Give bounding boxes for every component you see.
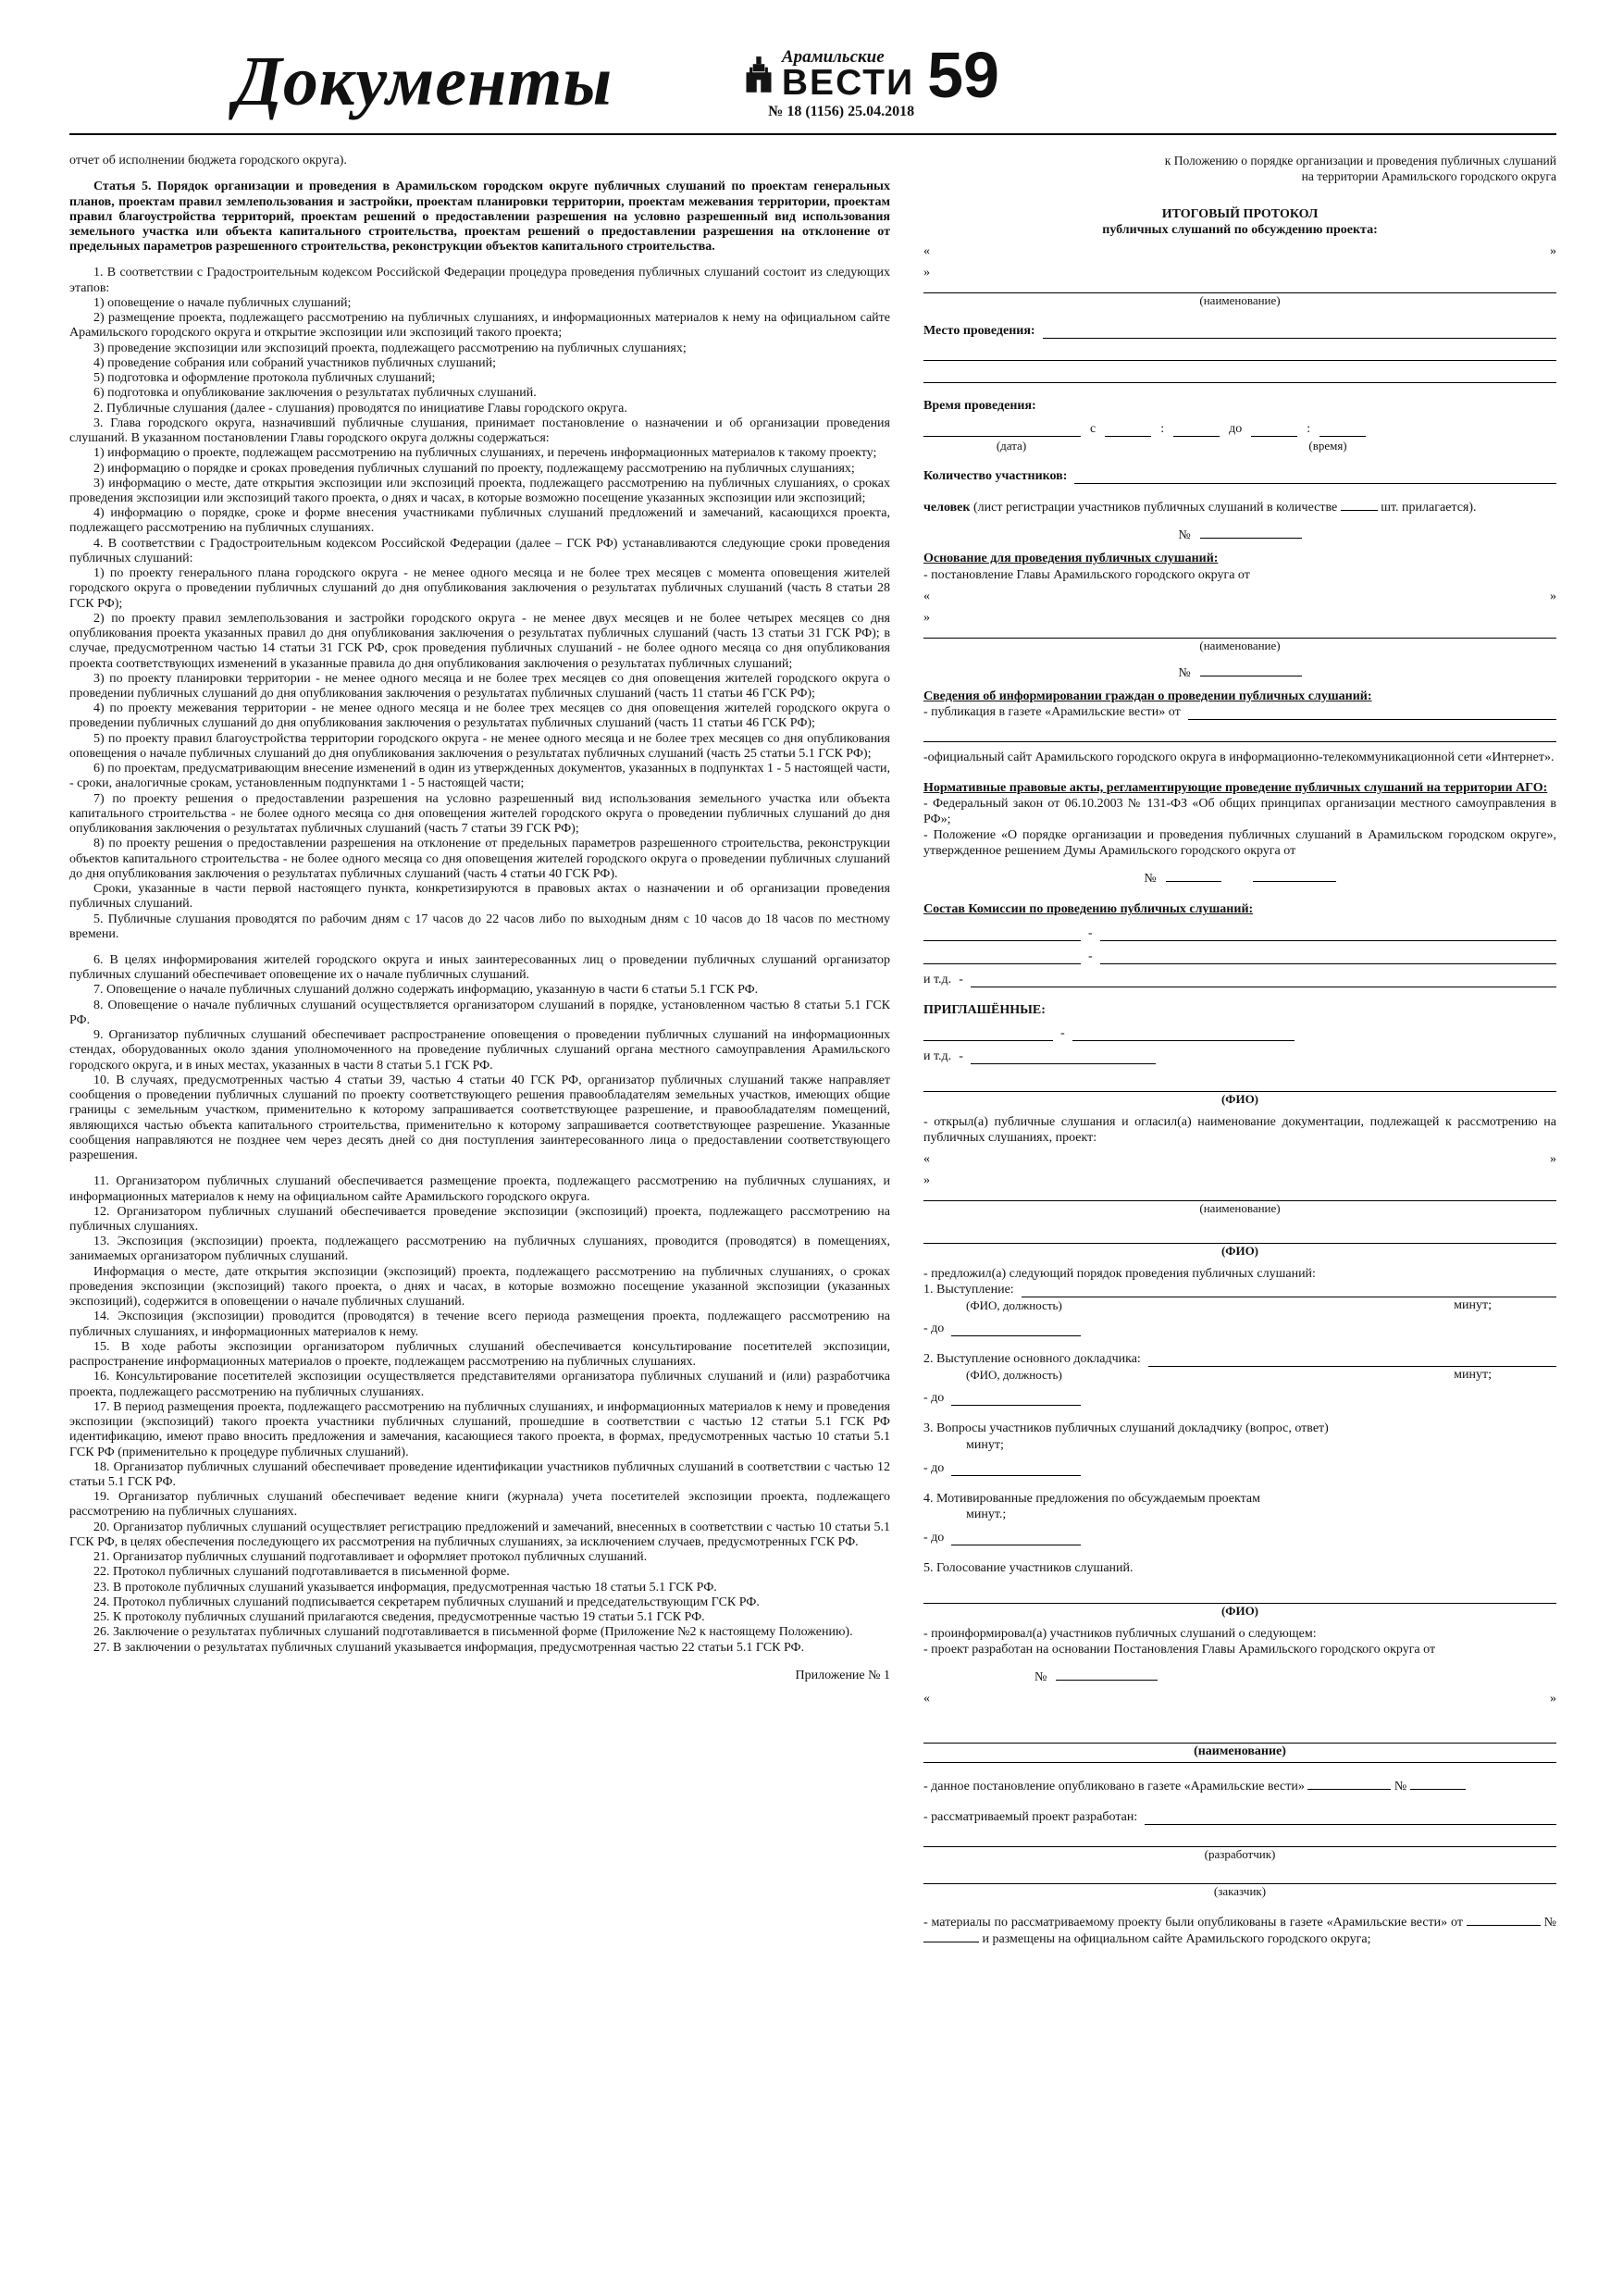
paragraph: 4) по проекту межевания территории - не менее одного месяца и не более трех месяцев со дня оповещения жителей городского округа о проведении публичных слушаний до дня опубликования заключения о результатах публичных слушаний (часть 11 статьи 46 ГСК РФ);: [69, 701, 890, 731]
protocol-form-column: [923, 154, 1556, 1947]
paragraph: 18. Организатор публичных слушаний обеспечивает проведение идентификации участников публичных слушаний в соответствии с частью 12 статьи 5.1 ГСК РФ.: [69, 1459, 890, 1489]
paragraph: 6) по проектам, предусматривающим внесение изменений в один из утвержденных документов, указанных в подпунктах 1 - 5 настоящей части, - сроки, аналогичные срокам, установленным подпунктами 1 - 5 настоящей части;: [69, 762, 890, 791]
agenda-2-caption-row: [923, 1367, 1556, 1383]
persons-note-tail: шт. прилагается).: [1381, 501, 1477, 515]
agenda-item-4: 4. Мотивированные предложения по обсуждаемым проектам: [923, 1491, 1260, 1506]
agenda-1-until-row: [923, 1321, 1556, 1336]
paragraph: 17. В период размещения проекта, подлежащего рассмотрению на публичных слушаниях, и информационных материалов к нему и проведения экспозиции (экспозиций) такого проекта участники публичных слушаний, прошедшие в соответствии с частью 12 статьи 5.1 ГСК РФ идентификацию, имеют право вносить предложения и замечания, касающиеся такого проекта, в формах, предусмотренных частью 10 статьи 5.1 ГСК РФ (применительно к процедуре публичных слушаний).: [69, 1399, 890, 1459]
until-label: - до: [923, 1530, 945, 1545]
crest-icon: [742, 54, 775, 94]
fio-position-caption: (ФИО, должность): [966, 1368, 1062, 1383]
dash: -: [1088, 925, 1093, 940]
published-text: [923, 1778, 1556, 1794]
agenda-item-1: [923, 1282, 1556, 1297]
number-sign: №: [1178, 528, 1191, 543]
section-title: Документы: [234, 43, 613, 120]
close-quote: »: [1550, 1692, 1556, 1706]
commission-row: [923, 949, 1556, 964]
until-label: - до: [923, 1322, 945, 1336]
close-quote: »: [923, 266, 930, 280]
paragraph: 8. Оповещение о начале публичных слушаний осуществляется организатором слушаний в порядке, установленном частью 8 статьи 5.1 ГСК РФ.: [69, 998, 890, 1027]
dash: -: [959, 972, 963, 987]
newspaper-logo: [742, 47, 915, 103]
materials-number-blank: [923, 1930, 979, 1942]
number-blank: [1166, 870, 1221, 882]
until-label: - до: [923, 1391, 945, 1406]
invited-role-blank: [971, 1052, 1156, 1064]
etc-label: и т.д.: [923, 972, 952, 987]
close-quote: »: [1550, 589, 1556, 603]
agenda-3-minutes: минут;: [966, 1437, 1004, 1452]
persons-word: человек: [923, 501, 971, 515]
paragraph: 9. Организатор публичных слушаний обеспечивает распространение оповещения о проведении публичных слушаний на информационных стендах, оборудованных около здания уполномоченного на проведение публичных слушаний органа местного самоуправления Арамильского городского округа, и в иных местах, указанных в части 8 статьи 5.1 ГСК РФ.: [69, 1028, 890, 1073]
informing-heading: Сведения об информировании граждан о проведении публичных слушаний:: [923, 689, 1372, 703]
paragraph: 14. Экспозиция (экспозиции) проводится (проводятся) в течение всего периода размещения проекта, подлежащего рассмотрению на публичных слушаниях, и информационных материалов к нему.: [69, 1309, 890, 1339]
invited-name-blank: [923, 1029, 1053, 1041]
place-blank-line: [923, 348, 1556, 361]
dash: -: [1060, 1025, 1065, 1040]
until-blank: [951, 1533, 1081, 1545]
time-row: [923, 421, 1556, 437]
opened-quote-row: [923, 1151, 1556, 1167]
opened-name-blank: [923, 1188, 1556, 1201]
invited-row: [923, 1025, 1556, 1041]
informing-item2: -официальный сайт Арамильского городского округа в информационно-телекоммуникационной сети «Интернет».: [923, 750, 1555, 764]
agenda-item-3: 3. Вопросы участников публичных слушаний докладчику (вопрос, ответ): [923, 1421, 1329, 1436]
publication-date-blank: [1188, 708, 1556, 720]
paragraph: 7) по проекту решения о предоставлении разрешения на условно разрешенный вид использования земельного участка или объекта капитального строительства - не более одного месяца со дня оповещения жителей городского округа о проведении публичных слушаний до дня опубликования заключения о результатах публичных слушаний (часть 7 статьи 39 ГСК РФ);: [69, 791, 890, 837]
resolution-quote-row: [923, 1691, 1556, 1706]
brand-name-top: Арамильские: [781, 47, 885, 67]
basis-item: - постановление Главы Арамильского городского округа от: [923, 567, 1250, 582]
number-sign: №: [1178, 665, 1191, 680]
paragraph: 15. В ходе работы экспозиции организатором публичных слушаний обеспечивается консультирование посетителей экспозиции, распространение информационных материалов о проекте, подлежащем рассмотрению на публичных слушаниях.: [69, 1339, 890, 1370]
participants-note: [923, 499, 1556, 515]
time-label: Время проведения:: [923, 399, 1036, 414]
date-caption: (дата): [996, 439, 1027, 453]
informing-item1: - публикация в газете «Арамильские вести» от: [923, 704, 1181, 719]
commission-heading: Состав Комиссии по проведению публичных слушаний:: [923, 902, 1254, 917]
member-role-blank: [1100, 952, 1556, 964]
count-blank: [1341, 499, 1378, 511]
name-caption: (наименование): [1199, 638, 1281, 652]
place-label: Место проведения:: [923, 324, 1035, 339]
agenda-item-2: [923, 1351, 1556, 1367]
paragraph: 5) по проекту правил благоустройства территории городского округа - не менее одного месяца и не более трех месяцев со дня опубликования оповещения о начале публичных слушаний до дня опубликования заключения о результатах публичных слушаний (часть 25 статьи 5.1 ГСК РФ);: [69, 731, 890, 761]
close-quote: »: [1550, 244, 1556, 259]
member-name-blank: [923, 929, 1081, 941]
paragraph: 3) проведение экспозиции или экспозиций проекта, подлежащего рассмотрению на публичных слушаниях;: [93, 341, 687, 355]
dash: -: [1088, 949, 1093, 963]
project-name-blank: [923, 280, 1556, 293]
open-quote: «: [923, 244, 930, 259]
materials-tail: и размещены на официальном сайте Арамильского городского округа;: [982, 1932, 1371, 1947]
page-number: 59: [927, 39, 999, 111]
until-blank: [951, 1324, 1081, 1336]
acts-heading: Нормативные правовые акты, регламентирующие проведение публичных слушаний на территории АГО:: [923, 780, 1548, 795]
project-basis-text: - проект разработан на основании Постановления Главы Арамильского городского округа от: [923, 1642, 1436, 1657]
paragraph: 13. Экспозиция (экспозиции) проекта, подлежащего рассмотрению на публичных слушаниях, проводится (проводятся) в помещениях, занимаемых организатором публичных слушаний.: [69, 1235, 890, 1264]
invited-etc-row: [923, 1049, 1556, 1064]
informed-text: - проинформировал(а) участников публичных слушаний о следующем:: [923, 1626, 1317, 1641]
name-caption: (наименование): [1194, 1744, 1286, 1759]
masthead-divider: [69, 133, 1556, 135]
number-blank: [1056, 1669, 1158, 1681]
paragraph: 1) оповещение о начале публичных слушаний;: [93, 295, 352, 310]
commission-row: [923, 925, 1556, 941]
until-label: - до: [923, 1460, 945, 1475]
opened-quote-row2: [923, 1173, 1556, 1188]
published-lead: - данное постановление опубликовано в газете «Арамильские вести»: [923, 1780, 1305, 1794]
reviewed-row: [923, 1809, 1556, 1825]
paragraph: Информация о месте, дате открытия экспозиции (экспозиций) проекта, подлежащего рассмотрению на публичных слушаниях, о сроках проведения экспозиции (экспозиций) такого проекта, о днях и часах, в которые возможно посещение указанной экспозиции (указанных экспозиций), содержится в оповещении о начале публичных слушаний.: [69, 1264, 890, 1309]
number-row: [923, 527, 1556, 543]
open-quote: «: [923, 589, 930, 603]
open-quote: «: [923, 1152, 930, 1166]
fio-caption: (ФИО): [1220, 1091, 1259, 1106]
paragraph: отчет об исполнении бюджета городского округа).: [69, 154, 347, 168]
participants-blank: [1074, 472, 1556, 484]
materials-text: [923, 1914, 1556, 1947]
minutes-label: минут;: [1454, 1298, 1492, 1313]
paragraph: 16. Консультирование посетителей экспозиции осуществляется представителями организатора публичных слушаний и (или) разработчика проекта, подлежащего рассмотрению на публичных слушаниях.: [69, 1370, 890, 1399]
customer-blank-line: [923, 1871, 1556, 1884]
paragraph: Сроки, указанные в части первой настоящего пункта, конкретизируются в правовых актах о назначении и об организации проведения публичных слушаний.: [69, 882, 890, 912]
speaker-blank: [1148, 1355, 1556, 1367]
developer-blank-line: [923, 1834, 1556, 1847]
date-blank: [1253, 870, 1336, 882]
paragraph: 3) информацию о месте, дате открытия экспозиции или экспозиций проекта, подлежащего рассмотрению на публичных слушаниях, о сроках проведения экспозиции или экспозиций такого проекта, о днях и часах, в которые возможно посещение указанных экспозиции или экспозиций;: [69, 476, 890, 505]
dash: -: [959, 1049, 963, 1063]
paragraph: 1) информацию о проекте, подлежащем рассмотрению на публичных слушаниях, и перечень информационных материалов к такому проекту;: [93, 446, 877, 461]
invited-role-blank: [1072, 1029, 1295, 1041]
member-role-blank: [971, 975, 1556, 987]
informing-blank-line: [923, 729, 1556, 742]
agenda-1-caption-row: [923, 1297, 1556, 1313]
masthead: [69, 39, 999, 120]
published-date-blank: [1307, 1778, 1391, 1790]
paragraph: 4) проведение собрания или собраний участников публичных слушаний;: [93, 355, 497, 370]
number-blank: [1200, 664, 1302, 676]
agenda-3-until-row: [923, 1460, 1556, 1476]
published-number-blank: [1410, 1778, 1466, 1790]
until-blank: [951, 1464, 1081, 1476]
paragraph: 2) по проекту правил землепользования и застройки городского округа - не менее двух месяцев и не более четырех месяцев со дня опубликования проекта указанных правил до дня опубликования заключения о результатах публичных слушаний (часть 13 статьи 31 ГСК РФ); в случае, предусмотренном частью 14 статьи 31 ГСК РФ, срок проведения публичных слушаний - не более одного месяца со дня опубликования проекта соответствующих изменений в указанные правила до дня опубликования заключения о результатах публичных слушаний;: [69, 611, 890, 671]
member-name-blank: [923, 952, 1081, 964]
paragraph: Приложение № 1: [795, 1668, 890, 1682]
basis-name-blank: [923, 626, 1556, 639]
paragraph: 1) по проекту генерального плана городского округа - не менее одного месяца и не более трех месяцев с момента оповещения жителей городского округа о проведении публичных слушаний до дня опубликования заключения о результатах публичных слушаний (часть 8 статьи 28 ГСК РФ);: [69, 566, 890, 611]
agenda-1-label: 1. Выступление:: [923, 1282, 1014, 1297]
paragraph: 19. Организатор публичных слушаний обеспечивает ведение книги (журнала) учета посетителей экспозиции проекта, подлежащего рассмотрению на публичных слушаниях.: [69, 1490, 890, 1520]
brand-name-bottom: ВЕСТИ: [781, 63, 915, 103]
paragraph: 6) подготовка и опубликование заключения о результатах публичных слушаний.: [93, 386, 537, 401]
paragraph: 5. Публичные слушания проводятся по рабочим дням с 17 часов до 22 часов либо по выходным дням с 10 часов до 18 часов по местному времени.: [69, 912, 890, 941]
fio-caption: (ФИО): [1220, 1603, 1259, 1618]
minutes-label: минут;: [1454, 1368, 1492, 1383]
paragraph: 2) информацию о порядке и сроках проведения публичных слушаний по проекту, подлежащему рассмотрению на публичных слушаниях;: [93, 461, 855, 476]
paragraph: 26. Заключение о результатах публичных слушаний подготавливается в письменной форме (Приложение №2 к настоящему Положению).: [93, 1625, 853, 1640]
number-sign: №: [1543, 1916, 1557, 1930]
paragraph: 22. Протокол публичных слушаний подготавливается в письменной форме.: [93, 1565, 510, 1580]
acts-item2: - Положение «О порядке организации и проведения публичных слушаний в Арамильском городском округе», утвержденное решением Думы Арамильского городского округа от: [923, 828, 1556, 859]
hour-blank: [1251, 425, 1297, 437]
form-reference-note: к Положению о порядке организации и проведения публичных слушаний на территории Арамильского городского округа: [1164, 154, 1556, 183]
article-column: [69, 154, 890, 1683]
paragraph: 5) подготовка и оформление протокола публичных слушаний;: [93, 371, 436, 386]
number-row: [923, 1669, 1556, 1685]
colon: :: [1160, 422, 1165, 437]
form-subtitle: публичных слушаний по обсуждению проекта:: [1102, 223, 1378, 238]
until-blank: [951, 1394, 1081, 1406]
paragraph: 20. Организатор публичных слушаний осуществляет регистрацию предложений и замечаний, внесенных в соответствии с частью 10 статьи 5.1 ГСК РФ, в целях обеспечения последующего их рассмотрения на публичных слушаниях, за исключением случаев, предусмотренных ГСК РФ.: [69, 1520, 890, 1549]
hour-blank: [1105, 425, 1151, 437]
acts-item1: - Федеральный закон от 06.10.2003 № 131-ФЗ «Об общих принципах организации местного самоуправления в РФ»;: [923, 797, 1556, 827]
paragraph: 2. Публичные слушания (далее - слушания) проводятся по инициативе Главы городского округа.: [93, 401, 627, 416]
persons-note-text: (лист регистрации участников публичных слушаний в количестве: [973, 501, 1338, 515]
paragraph: 25. К протоколу публичных слушаний прилагаются сведения, предусмотренные частью 19 статьи 5.1 ГСК РФ.: [93, 1610, 705, 1625]
project-name-quote-row2: [923, 265, 1556, 280]
close-quote: »: [1550, 1152, 1556, 1166]
fio-caption: (ФИО): [1220, 1244, 1259, 1259]
colon: :: [1307, 422, 1311, 437]
resolution-name-blank: [923, 1731, 1556, 1744]
reviewed-label: - рассматриваемый проект разработан:: [923, 1810, 1138, 1825]
customer-caption: (заказчик): [1213, 1884, 1267, 1899]
fio-blank-line: [923, 1079, 1556, 1092]
close-quote: »: [923, 610, 930, 625]
materials-lead: - материалы по рассматриваемому проекту были опубликованы в газете «Арамильские вести»: [923, 1916, 1448, 1930]
paragraph: 21. Организатор публичных слушаний подготавливает и оформляет протокол публичных слушаний.: [93, 1550, 648, 1565]
project-name-quote-row: [923, 243, 1556, 259]
paragraph: 4) информацию о порядке, сроке и форме внесения участниками публичных слушаний предложений и замечаний, касающихся проекта, подлежащего рассмотрению на публичных слушаниях.: [69, 506, 890, 536]
close-quote: »: [923, 1173, 930, 1188]
minute-blank: [1173, 425, 1220, 437]
time-to-label: до: [1229, 422, 1243, 437]
fio-position-caption: (ФИО, должность): [966, 1298, 1062, 1313]
paragraph: 2) размещение проекта, подлежащего рассмотрению на публичных слушаниях, и информационных материалов к нему на официальном сайте Арамильского городского округа и открытие экспозиции или экспозиций такого проекта;: [69, 311, 890, 341]
paragraph: 1. В соответствии с Градостроительным кодексом Российской Федерации процедура проведения публичных слушаний состоит из следующих этапов:: [69, 266, 890, 295]
paragraph: 7. Оповещение о начале публичных слушаний должно содержать информацию, указанную в части 6 статьи 5.1 ГСК РФ.: [93, 983, 759, 998]
paragraph: 4. В соответствии с Градостроительным кодексом Российской Федерации (далее – ГСК РФ) устанавливаются следующие сроки проведения публичных слушаний:: [69, 536, 890, 565]
basis-quote-row2: [923, 610, 1556, 626]
paragraph: Статья 5. Порядок организации и проведения в Арамильском городском округе публичных слушаний по проектам генеральных планов, проектам правил землепользования и застройки, проектам планировки территории, проектам межевания территории, проектам правил благоустройства территорий, проектам решений о предоставлении разрешения на условно разрешенный вид использования земельного участка или объекта капитального строительства, проектам решений о предоставлении разрешения на отклонение от предельных параметров разрешенного строительства, реконструкции объектов капитального строительства.: [69, 180, 890, 254]
place-blank-line: [923, 370, 1556, 383]
form-title: ИТОГОВЫЙ ПРОТОКОЛ: [1161, 206, 1319, 221]
number-sign: №: [1035, 1669, 1047, 1684]
agenda-4-until-row: [923, 1530, 1556, 1545]
resolution-name-blank-bottom: [923, 1759, 1556, 1763]
paragraph: 27. В заключении о результатах публичных слушаний указывается информация, предусмотренная частью 22 статьи 5.1 ГСК РФ.: [93, 1640, 805, 1655]
fio-blank-line: [923, 1591, 1556, 1604]
paragraph: 3) по проекту планировки территории - не менее одного месяца и не более трех месяцев со дня оповещения жителей городского округа о проведении публичных слушаний до дня опубликования заключения о результатах публичных слушаний (часть 11 статьи 46 ГСК РФ);: [69, 671, 890, 701]
basis-heading: Основание для проведения публичных слушаний:: [923, 552, 1219, 566]
from-label: от: [1451, 1916, 1463, 1930]
issue-info: № 18 (1156) 25.04.2018: [768, 104, 915, 120]
developer-blank: [1145, 1813, 1556, 1825]
fio-blank-line: [923, 1231, 1556, 1244]
developer-caption: (разработчик): [1204, 1847, 1276, 1862]
place-blank: [1043, 327, 1556, 339]
basis-quote-row: [923, 589, 1556, 604]
number-blank: [1200, 527, 1302, 539]
paragraph: 12. Организатором публичных слушаний обеспечивается проведение экспозиции (экспозиций) проекта, подлежащего рассмотрению на публичных слушаниях.: [69, 1204, 890, 1234]
agenda-item-5: 5. Голосование участников слушаний.: [923, 1560, 1134, 1575]
time-caption: (время): [1308, 439, 1347, 453]
number-sign: №: [1394, 1780, 1407, 1794]
commission-etc-row: [923, 972, 1556, 987]
paragraph: 10. В случаях, предусмотренных частью 4 статьи 39, частью 4 статьи 40 ГСК РФ, организатор публичных слушаний также направляет сообщения о проведении публичных слушаний по проекту соответствующего решения правообладателям земельных участков, имеющих общие границы с земельным участком, применительно к которому запрашивается соответствующее разрешение, и правообладателям помещений, являющихся частью объекта капитального строительства, применительно к которому запрашивается соответствующее разрешение. Указанные сообщения направляются не позднее чем через десять дней со дня поступления заинтересованного лица о предоставлении соответствующего разрешения.: [69, 1073, 890, 1163]
minute-blank: [1319, 425, 1366, 437]
number-row: [923, 664, 1556, 681]
invited-heading: ПРИГЛАШЁННЫЕ:: [923, 1002, 1046, 1017]
date-blank: [923, 425, 1081, 437]
name-caption: (наименование): [1199, 1201, 1281, 1216]
participants-label: Количество участников:: [923, 469, 1068, 484]
speaker-blank: [1022, 1285, 1556, 1297]
number-sign: №: [1144, 872, 1157, 887]
open-quote: «: [923, 1692, 930, 1706]
number-row: [923, 870, 1556, 887]
etc-label: и т.д.: [923, 1049, 952, 1063]
paragraph: 6. В целях информирования жителей городского округа и иных заинтересованных лиц о проведении публичных слушаний организатор публичных слушаний обеспечивает оповещение их о начале публичных слушаний.: [69, 953, 890, 983]
member-role-blank: [1100, 929, 1556, 941]
opened-text: - открыл(а) публичные слушания и огласил(а) наименование документации, подлежащей к рассмотрению на публичных слушаниях, проект:: [923, 1114, 1556, 1145]
time-from-label: с: [1090, 422, 1096, 437]
paragraph: 23. В протоколе публичных слушаний указывается информация, предусмотренная частью 18 статьи 5.1 ГСК РФ.: [93, 1580, 717, 1595]
agenda-4-minutes: минут.;: [966, 1507, 1007, 1521]
paragraph: 8) по проекту решения о предоставлении разрешения на отклонение от предельных параметров разрешенного строительства, реконструкции объектов капитального строительства - не более одного месяца со дня оповещения жителей городского округа о проведении публичных слушаний до дня опубликования заключения о результатах публичных слушаний (часть 4 статьи 40 ГСК РФ).: [69, 837, 890, 881]
name-caption: (наименование): [1199, 293, 1281, 308]
agenda-2-label: 2. Выступление основного докладчика:: [923, 1352, 1141, 1367]
paragraph: 3. Глава городского округа, назначивший публичные слушания, принимает постановление о назначении и об организации проведения слушаний. В указанном постановлении Главы городского округа должны содержаться:: [69, 416, 890, 446]
paragraph: 24. Протокол публичных слушаний подписывается секретарем публичных слушаний и председательствующим ГСК РФ.: [93, 1595, 760, 1609]
materials-date-blank: [1467, 1914, 1541, 1926]
agenda-2-until-row: [923, 1390, 1556, 1406]
proposed-text: - предложил(а) следующий порядок проведения публичных слушаний:: [923, 1266, 1316, 1281]
paragraph: 11. Организатором публичных слушаний обеспечивается размещение проекта, подлежащего рассмотрению на публичных слушаниях, и информационных материалов к нему на официальном сайте Арамильского городского округа.: [69, 1174, 890, 1204]
